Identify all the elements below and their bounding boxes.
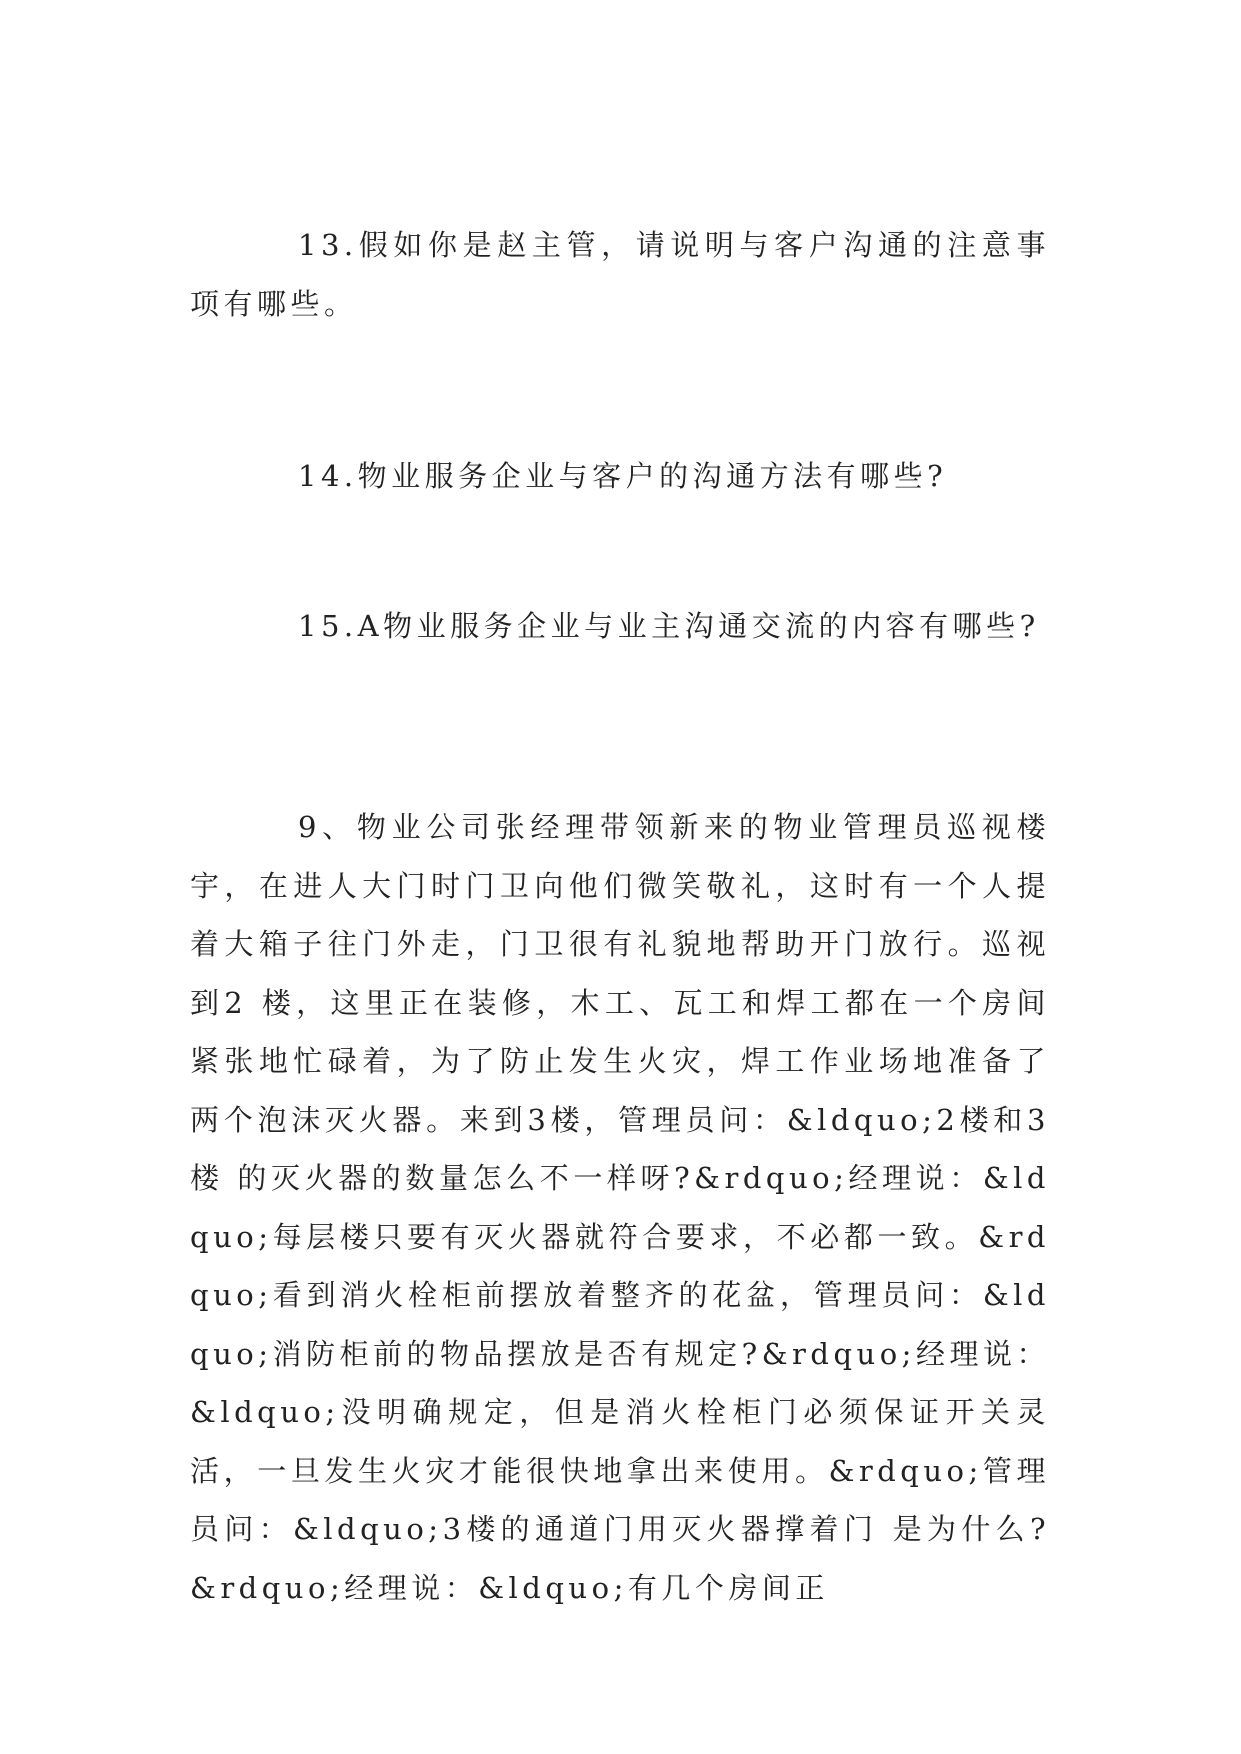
case-9-paragraph: 9、物业公司张经理带领新来的物业管理员巡视楼宇，在进人大门时门卫向他们微笑敬礼，这时有一个人提着大箱子往门外走，门卫很有礼貌地帮助开门放行。巡视到2 楼，这里正在装修，木工、瓦工和焊工都在一个房间紧张地忙碌着，为了防止发生火灾，焊工作业场地准备了两个泡沫灭火器。来到3楼，管理员问：&ldquo;2楼和3楼 的灭火器的数量怎么不一样呀?&rdquo;经理说：&ldquo;每层楼只要有灭火器就符合要求，不必都一致。&rdquo;看到消火栓柜前摆放着整齐的花盆，管理员问：&ldquo;消防柜前的物品摆放是否有规定?&rdquo;经理说：&ldquo;没明确规定，但是消火栓柜门必须保证开关灵活，一旦发生火灾才能很快地拿出来使用。&rdquo;管理员问：&ldquo;3楼的通道门用灭火器撑着门 是为什么?&rdquo;经理说：&ldquo;有几个房间正 [190, 810, 1050, 1605]
question-13: 13.假如你是赵主管，请说明与客户沟通的注意事项有哪些。 [190, 228, 1050, 321]
question-15: 15.A物业服务企业与业主沟通交流的内容有哪些? [298, 609, 1040, 643]
question-14: 14.物业服务企业与客户的沟通方法有哪些? [298, 459, 948, 493]
